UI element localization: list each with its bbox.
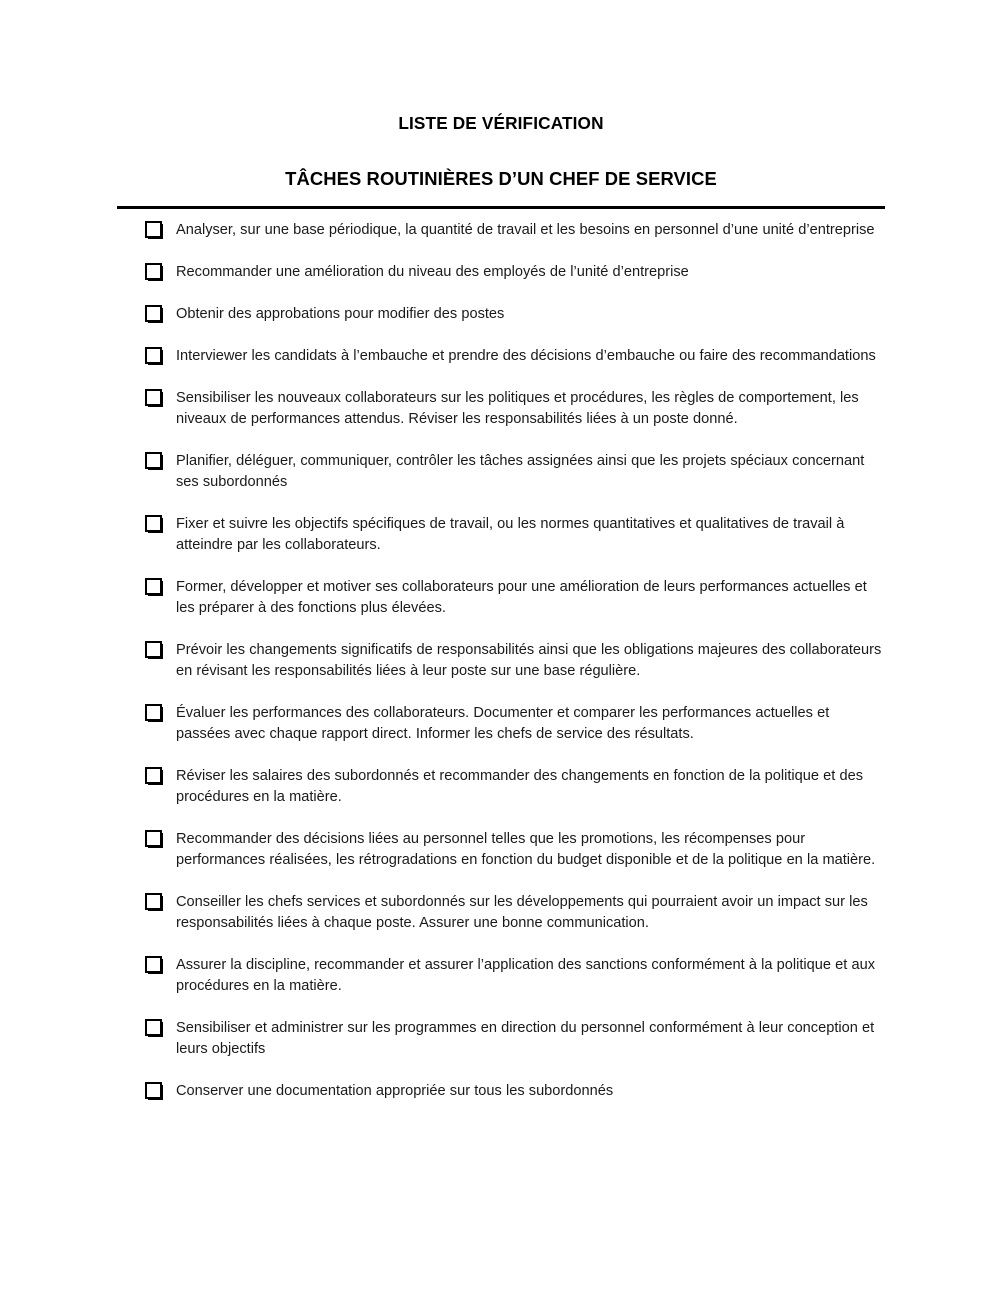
checkbox-icon[interactable] (145, 389, 163, 407)
checkbox-icon[interactable] (145, 515, 163, 533)
checkbox-icon[interactable] (145, 305, 163, 323)
checklist-item[interactable] (117, 262, 885, 283)
checklist-item-label: Interviewer les candidats à l’embauche et prendre des décisions d’embauche ou faire des recommandations (176, 348, 876, 364)
checklist-item-label: Recommander une amélioration du niveau des employés de l’unité d’entreprise (176, 264, 689, 280)
checkbox-icon[interactable] (145, 641, 163, 659)
checkbox-face (145, 221, 162, 238)
checklist-item[interactable] (117, 220, 885, 241)
checkbox-icon[interactable] (145, 767, 163, 785)
checklist-item-label: Sensibiliser et administrer sur les programmes en direction du personnel conformément à leur conception et leurs objectifs (176, 1020, 875, 1057)
document-header (117, 0, 885, 190)
checklist-item-label: Prévoir les changements significatifs de responsabilités ainsi que les obligations majeures des collaborateurs en révisant les responsabilités liées à leur poste sur une base régulière. (176, 642, 882, 679)
checkbox-face (145, 641, 162, 658)
checkbox-icon[interactable] (145, 263, 163, 281)
checkbox-face (145, 893, 162, 910)
checklist-item[interactable] (117, 892, 885, 934)
checklist-item[interactable] (117, 346, 885, 367)
checkbox-icon[interactable] (145, 1019, 163, 1037)
checklist-item[interactable] (117, 304, 885, 325)
checkbox-face (145, 704, 162, 721)
checkbox-icon[interactable] (145, 221, 163, 239)
checklist-item[interactable] (117, 640, 885, 682)
checklist-item-label: Obtenir des approbations pour modifier des postes (176, 306, 505, 322)
page-subtitle: TÂCHES ROUTINIÈRES D’UN CHEF DE SERVICE (285, 168, 717, 189)
checklist-item[interactable] (117, 703, 885, 745)
checkbox-icon[interactable] (145, 1082, 163, 1100)
checklist-item[interactable] (117, 766, 885, 808)
checklist-item[interactable] (117, 1018, 885, 1060)
checklist-item-label: Assurer la discipline, recommander et assurer l’application des sanctions conformément à la politique et aux procédures en la matière. (176, 957, 876, 994)
checkbox-face (145, 767, 162, 784)
checklist-item-label: Sensibiliser les nouveaux collaborateurs sur les politiques et procédures, les règles de comportement, les niveaux de performances attendus. Réviser les responsabilités liées à un poste donné. (176, 390, 859, 427)
checkbox-icon[interactable] (145, 893, 163, 911)
checklist (117, 209, 885, 1102)
checkbox-icon[interactable] (145, 830, 163, 848)
checkbox-face (145, 389, 162, 406)
checklist-item[interactable] (117, 451, 885, 493)
checkbox-face (145, 347, 162, 364)
checkbox-face (145, 1082, 162, 1099)
checklist-item[interactable] (117, 514, 885, 556)
checklist-item[interactable] (117, 577, 885, 619)
checklist-item-label: Recommander des décisions liées au personnel telles que les promotions, les récompenses pour performances réalisées, les rétrogradations en fonction du budget disponible et de la politique en la matière. (176, 831, 876, 868)
checkbox-face (145, 830, 162, 847)
checklist-item-label: Analyser, sur une base périodique, la quantité de travail et les besoins en personnel d’une unité d’entreprise (176, 222, 875, 238)
checklist-item-label: Fixer et suivre les objectifs spécifiques de travail, ou les normes quantitatives et qualitatives de travail à atteindre par les collaborateurs. (176, 516, 845, 553)
checklist-item-label: Réviser les salaires des subordonnés et recommander des changements en fonction de la politique et des procédures en la matière. (176, 768, 863, 805)
page-title: LISTE DE VÉRIFICATION (398, 113, 604, 133)
checklist-item[interactable] (117, 1081, 885, 1102)
document-body (117, 0, 885, 1102)
checkbox-face (145, 515, 162, 532)
checkbox-face (145, 452, 162, 469)
checkbox-icon[interactable] (145, 704, 163, 722)
checklist-item[interactable] (117, 388, 885, 430)
checklist-item-label: Planifier, déléguer, communiquer, contrôler les tâches assignées ainsi que les projets spéciaux concernant ses subordonnés (176, 453, 865, 490)
checklist-item-label: Évaluer les performances des collaborateurs. Documenter et comparer les performances actuelles et passées avec chaque rapport direct. Informer les chefs de service des résultats. (176, 705, 830, 742)
checklist-item[interactable] (117, 955, 885, 997)
checkbox-icon[interactable] (145, 452, 163, 470)
checkbox-face (145, 956, 162, 973)
checkbox-face (145, 263, 162, 280)
checkbox-icon[interactable] (145, 578, 163, 596)
checklist-item-label: Conserver une documentation appropriée sur tous les subordonnés (176, 1083, 614, 1099)
checkbox-face (145, 578, 162, 595)
checkbox-icon[interactable] (145, 347, 163, 365)
checkbox-icon[interactable] (145, 956, 163, 974)
checkbox-face (145, 1019, 162, 1036)
checklist-item-label: Conseiller les chefs services et subordonnés sur les développements qui pourraient avoir un impact sur les responsabilités liées à chaque poste. Assurer une bonne communication. (176, 894, 868, 931)
checkbox-face (145, 305, 162, 322)
checklist-item-label: Former, développer et motiver ses collaborateurs pour une amélioration de leurs performances actuelles et les préparer à des fonctions plus élevées. (176, 579, 867, 616)
checklist-item[interactable] (117, 829, 885, 871)
